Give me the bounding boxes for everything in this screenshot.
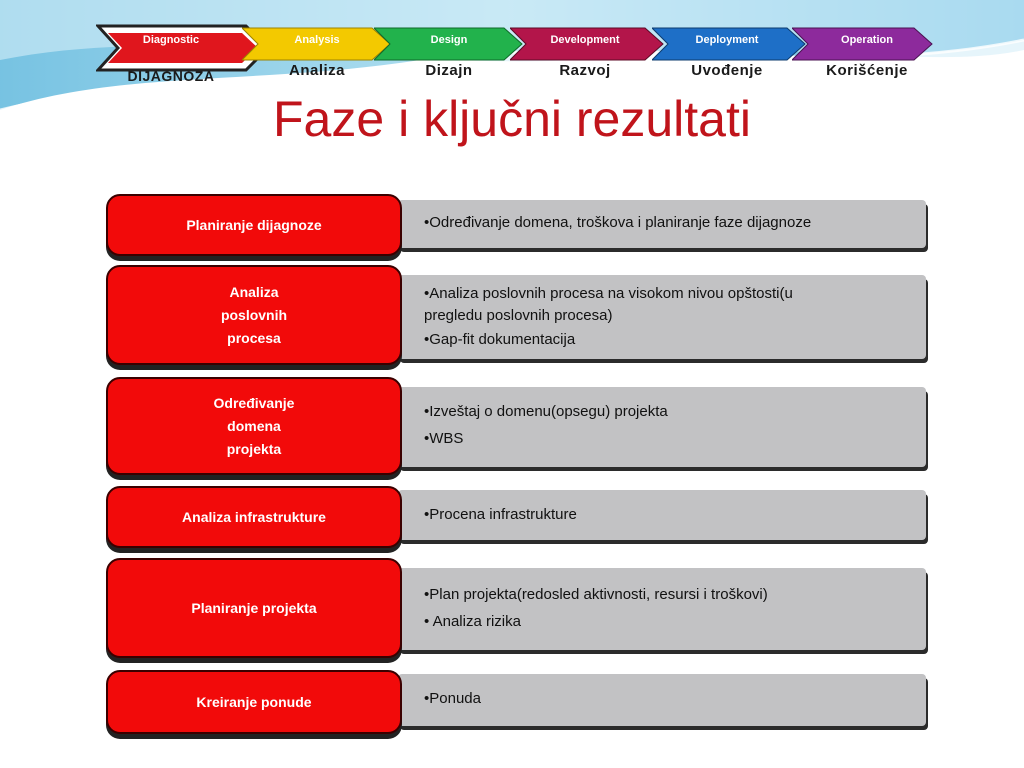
activity-label: Određivanje domena projekta <box>213 394 295 457</box>
result-row <box>106 377 926 475</box>
result-item: • Procena infrastrukture <box>424 504 916 526</box>
phase-sr-label: Analiza <box>288 62 345 79</box>
results-list <box>424 283 916 356</box>
result-row <box>106 558 926 658</box>
result-item: • Gap-fit dokumentacija <box>424 329 916 351</box>
activity-label: Planiranje projekta <box>191 599 317 616</box>
activity-box <box>106 377 402 475</box>
activity-label: Kreiranje ponude <box>196 693 312 710</box>
result-item: • WBS <box>424 428 916 450</box>
results-list <box>424 212 916 239</box>
results-list <box>424 504 916 531</box>
activity-box <box>106 670 402 734</box>
activity-label: Planiranje dijagnoze <box>186 216 322 233</box>
activity-box <box>106 194 402 256</box>
result-item: • Određivanje domena, troškova i planiranje faze dijagnoze <box>424 212 916 234</box>
result-item: • Analiza poslovnih procesa na visokom nivou opštosti(u pregledu poslovnih procesa) <box>424 283 916 327</box>
result-item: • Plan projekta(redosled aktivnosti, resursi i troškovi) <box>424 584 916 606</box>
results-list <box>424 584 916 638</box>
activity-label: Analiza poslovnih procesa <box>220 283 288 346</box>
result-row <box>106 265 926 365</box>
phase-sr-label: Uvođenje <box>691 62 763 79</box>
phase-en-label: Development <box>550 34 620 46</box>
phase-en-label: Diagnostic <box>142 34 200 46</box>
phase-en-label: Design <box>430 34 468 46</box>
phase-en-label: Analysis <box>294 34 340 46</box>
phase-en-label: Deployment <box>695 34 759 46</box>
slide-title: Faze i ključni rezultati <box>273 91 751 147</box>
phase-sr-label: Razvoj <box>559 62 611 79</box>
result-item: • Izveštaj o domenu(opsegu) projekta <box>424 401 916 423</box>
activity-box <box>106 265 402 365</box>
activity-box <box>106 558 402 658</box>
phase-sr-label: Dizajn <box>425 62 473 79</box>
phase-sr-label: DIJAGNOZA <box>127 68 215 84</box>
result-row <box>106 194 926 256</box>
results-list <box>424 688 916 715</box>
phase-en-label: Operation <box>841 34 893 46</box>
result-row <box>106 486 926 548</box>
result-item: • Ponuda <box>424 688 916 710</box>
phase-sr-label: Korišćenje <box>826 62 908 79</box>
activity-label: Analiza infrastrukture <box>182 508 326 525</box>
activity-box <box>106 486 402 548</box>
results-list <box>424 401 916 455</box>
result-row <box>106 670 926 734</box>
result-item: • Analiza rizika <box>424 611 916 633</box>
